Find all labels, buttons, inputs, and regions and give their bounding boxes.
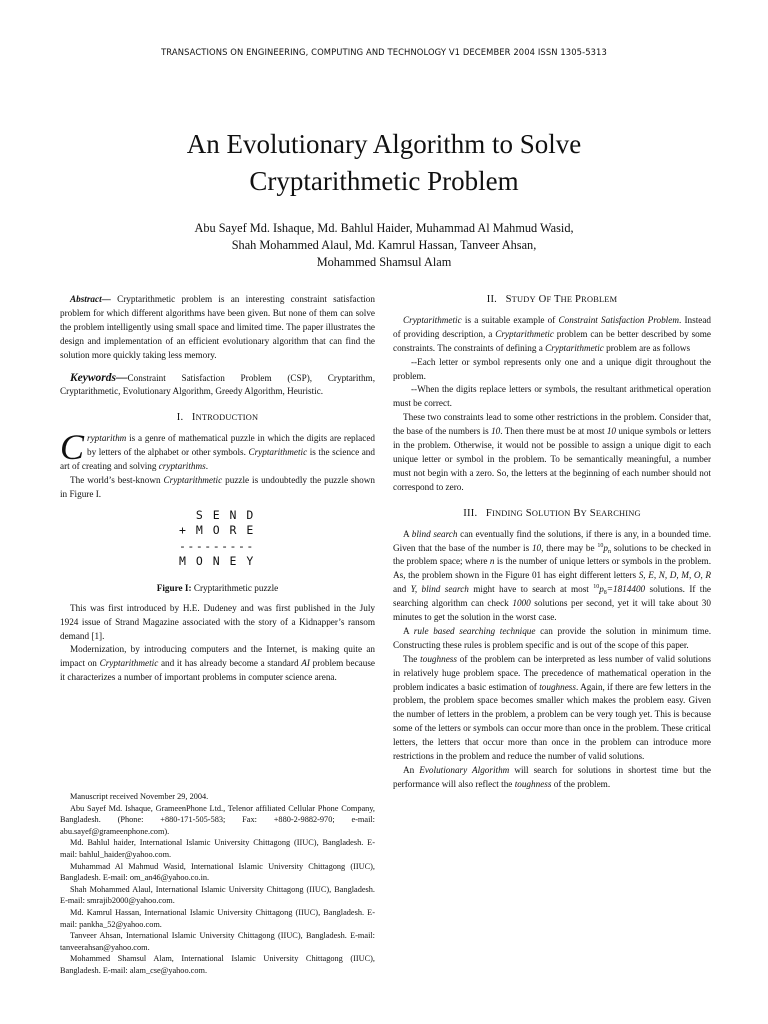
intro-paragraph-4: Modernization, by introducing computers and the Internet, is making quite an impact on Cryptarithmetic and it has already become a standard AI problem because it characterizes a number of important problems in computer science arena. [60,644,375,683]
figure-caption: Figure I: Cryptarithmetic puzzle [156,582,279,593]
footnote-item: Shah Mohammed Alaul, International Islamic University Chittagong (IIUC), Bangladesh. E-mail: smrajib2000@yahoo.com. [60,884,375,906]
author-list [0,220,768,271]
keywords [60,372,375,400]
puzzle-line: S E N D [179,507,255,522]
constraint-1: --Each letter or symbol represents only one and a unique digit throughout the problem. [393,356,711,381]
footnote-item: Md. Kamrul Hassan, International Islamic University Chittagong (IIUC), Bangladesh. E-mail: pankha_52@yahoo.com. [60,907,375,929]
section-heading-searching: III. FINDING SOLUTION BY SEARCHING [463,507,641,519]
search-paragraph-3: The toughness of the problem can be interpreted as less number of valid solutions in relatively huge problem space. The precedence of mathematical operation in the problem indicates a basic estimation of toughness. Again, if there are few letters in the problem, the problem space becomes smaller which makes the problem easy. Given the number of letters in the problem, a problem can be very tough yet. This is because some of the letters or symbols can occur more than once in the problem. These critical letters, the letters that occur more than once in the problem can introduce more restrictions in the problem and reduce the number of valid solutions. [393,653,711,762]
search-paragraph-2: A rule based searching technique can provide the solution in minimum time. Constructing these rules is problem specific and is out of the scope of this paper. [393,625,712,650]
send-more-money-puzzle [179,508,375,570]
footnote-item: Tanveer Ahsan, International Islamic University Chittagong (IIUC), Bangladesh. E-mail: tanveerahsan@yahoo.com. [60,931,375,952]
right-column [393,293,711,792]
journal-header: TRANSACTIONS ON ENGINEERING, COMPUTING AND TECHNOLOGY V1 DECEMBER 2004 ISSN 1305-5313 [161,47,607,57]
paper-title-line1: An Evolutionary Algorithm to Solve [186,129,582,159]
abstract [60,293,375,363]
intro-paragraph-1: Cryptarithm is a genre of mathematical puzzle in which the digits are replaced by letters of the alphabet or other symbols. Cryptarithmetic is the science and art of creating and solving cryptarithms. [60,427,375,472]
footnote-item: Muhammad Al Mahmud Wasid, International Islamic University Chittagong (IIUC), Bangladesh. E-mail: om_an46@yahoo.co.in. [60,861,375,883]
keywords-label: Keywords— [70,371,128,384]
keywords-text: Constraint Satisfaction Problem (CSP), Cryptarithm, Cryptarithmetic, Evolutionary Algorithm, Greedy Algorithm, Heuristic. [60,372,375,397]
author-line2: Shah Mohammed Alaul, Md. Kamrul Hassan, Tanveer Ahsan, [231,238,537,252]
footnote-item: Mohammed Shamsul Alam, International Islamic University Chittagong (IIUC), Bangladesh. E-mail: alam_cse@yahoo.com. [60,954,375,975]
left-column [60,293,375,685]
constraint-2: --When the digits replace letters or symbols, the resultant arithmetical operation must be correct. [393,384,711,409]
study-paragraph-2: These two constraints lead to some other restrictions in the problem. Consider that, the base of the numbers is 10. Then there must be at most 10 unique symbols or letters in the problem. Otherwise, it would not be possible to assign a unique digit to each unique letter or symbol in the problem. To be semantically meaningful, a number must not begin with a zero. So, the letters at the beginning of each number should not correspond to zero. [393,412,711,492]
footnotes [60,791,375,977]
paper-title [0,126,768,200]
puzzle-line: --------- [179,538,255,553]
abstract-label: Abstract— [70,294,111,304]
section-heading-introduction: I. INTRODUCTION [176,412,259,424]
puzzle-line: M O N E Y [179,554,255,569]
section-heading-study: II. STUDY OF THE PROBLEM [486,294,618,305]
search-paragraph-4: An Evolutionary Algorithm will search for solutions in shortest time but the performance will also reflect the toughness of the problem. [393,765,711,789]
footnote-item: Md. Bahlul haider, International Islamic University Chittagong (IIUC), Bangladesh. E-mail: bahlul_haider@yahoo.com. [60,838,375,859]
author-line1: Abu Sayef Md. Ishaque, Md. Bahlul Haider, Muhammad Al Mahmud Wasid, [194,221,574,235]
puzzle-line: + M O R E [179,523,255,538]
study-paragraph-1: Cryptarithmetic is a suitable example of Constraint Satisfaction Problem. Instead of providing description, a Cryptarithmetic problem can be better described by some constraints. The constraints of defining a Cryptarithmetic problem are as follows [393,314,711,353]
footnote-received: Manuscript received November 29, 2004. [70,792,209,801]
author-line3: Mohammed Shamsul Alam [316,255,452,269]
intro-paragraph-3: This was first introduced by H.E. Dudeney and was first published in the July 1924 issue of Strand Magazine associated with the story of a Kidnapper’s ransom demand [1]. [60,602,375,641]
drop-cap: C [60,427,85,468]
footnote-item: Abu Sayef Md. Ishaque, GrameenPhone Ltd., Telenor affiliated Cellular Phone Company, Bangladesh. (Phone: +880-171-505-583; Fax: +880-2-9882-970; e-mail: abu.sayef@grameenphone.com). [60,803,375,836]
intro-paragraph-2: The world’s best-known Cryptarithmetic puzzle is undoubtedly the puzzle shown in Figure I. [60,474,375,499]
paper-title-line2: Cryptarithmetic Problem [249,166,519,196]
search-paragraph-1: A blind search can eventually find the solutions, if there is any, in a bounded time. Given that the base of the number is 10, there may be $^{10}p_n$ solutions to be checked in the problem space; where n is the number of unique letters or symbols in the problem. As, the problem shown in the Figure 01 has eight different letters S, E, N, D, M, O, R and Y, blind search might have to search at most $^{10}p_8=1814400$ solutions. If the searching algorithm can check 1000 solutions per second, yet it will take about 30 minutes to get the solution in the worst case. [393,528,712,623]
abstract-text: Cryptarithmetic problem is an interesting constraint satisfaction problem for which different algorithms have been given. But none of them can solve the problem intelligently using small space and limited time. The paper illustrates the design and implementation of an efficient evolutionary algorithm that can find the solution more quickly taking less memory. [60,294,375,360]
